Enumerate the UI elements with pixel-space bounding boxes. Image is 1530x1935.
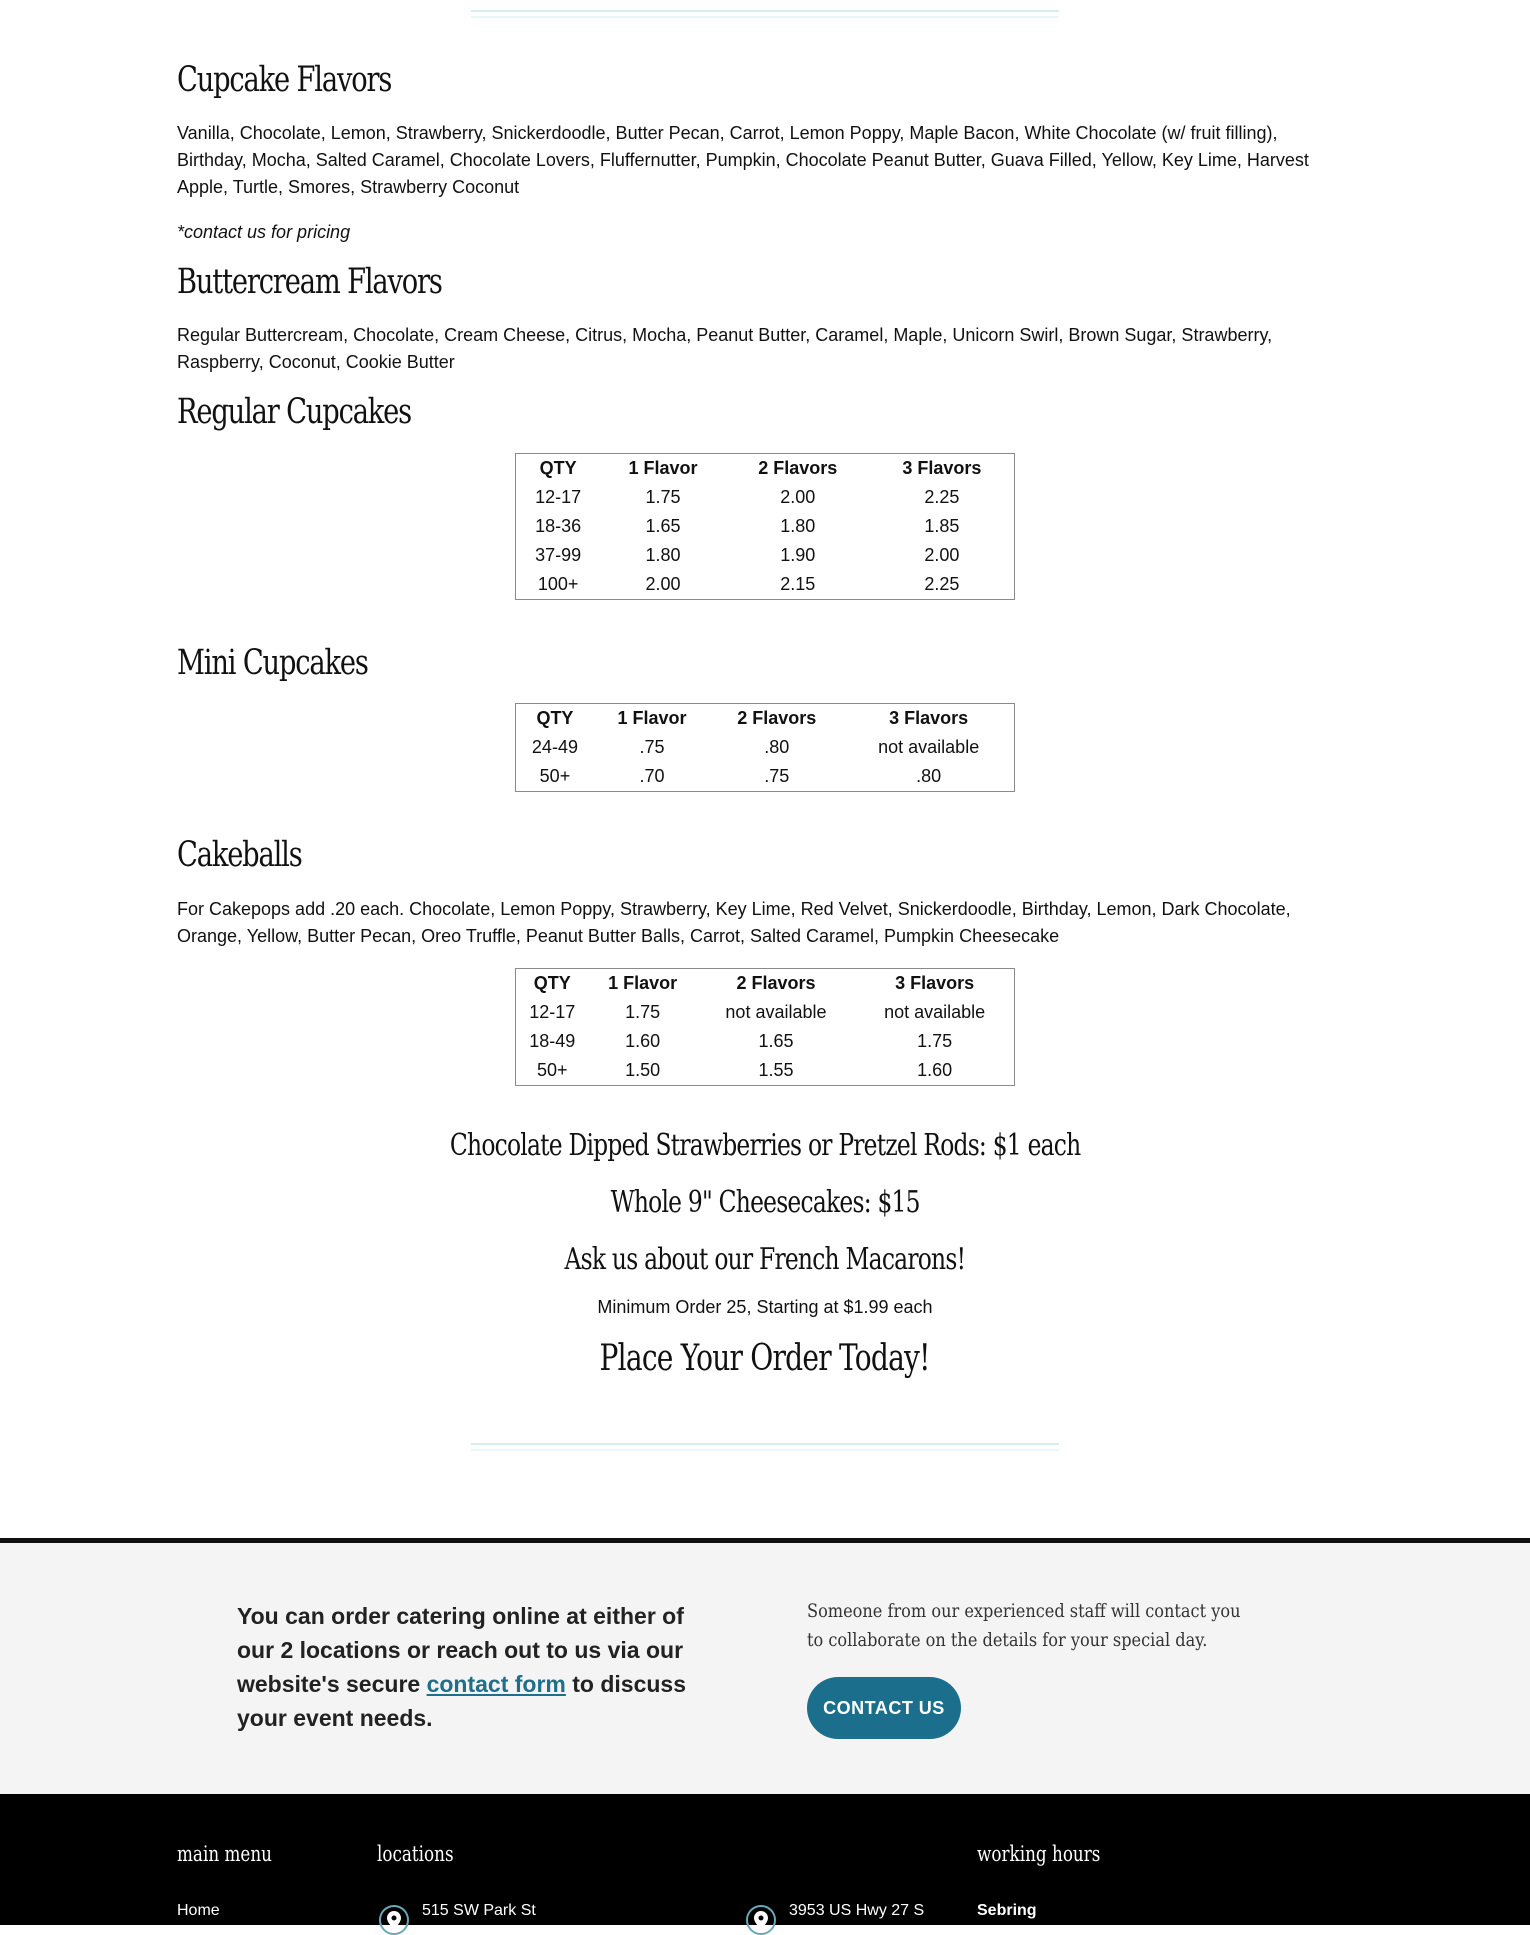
working-hours-heading: working hours bbox=[977, 1842, 1101, 1866]
table-cell: 1.75 bbox=[645, 487, 681, 507]
table-cell: 2.00 bbox=[645, 574, 681, 594]
table-cell: 1.60 bbox=[917, 1060, 953, 1080]
catering-text-after: to discuss your event needs. bbox=[237, 1671, 687, 1731]
column-header: 1 Flavor bbox=[628, 458, 698, 478]
table-cell: 1.55 bbox=[758, 1060, 794, 1080]
bottom-divider bbox=[471, 1443, 1059, 1451]
table-cell: 37-99 bbox=[535, 545, 582, 565]
column-header: QTY bbox=[536, 708, 574, 728]
table-cell: 2.15 bbox=[780, 574, 816, 594]
mini-cupcakes-heading: Mini Cupcakes bbox=[177, 643, 368, 683]
table-cell: 2.25 bbox=[924, 487, 960, 507]
mini-cupcakes-table bbox=[515, 703, 1015, 792]
table-row bbox=[516, 1056, 1015, 1086]
cheesecakes-line bbox=[177, 1185, 1353, 1220]
cupcake-flavors-heading: Cupcake Flavors bbox=[177, 60, 392, 100]
hours-location-name: Sebring bbox=[977, 1902, 1037, 1919]
column-header: 2 Flavors bbox=[758, 458, 838, 478]
column-header: 2 Flavors bbox=[736, 973, 816, 993]
table-cell: 1.60 bbox=[625, 1031, 661, 1051]
table-cell: 1.65 bbox=[645, 516, 681, 536]
table-row bbox=[516, 483, 1015, 512]
table-cell: .75 bbox=[764, 766, 790, 786]
order-cta-text: Place Your Order Today! bbox=[599, 1338, 931, 1379]
location-pin-icon bbox=[379, 1905, 409, 1935]
cakeballs-table bbox=[515, 968, 1015, 1086]
table-cell: not available bbox=[878, 737, 980, 757]
macarons-note: Minimum Order 25, Starting at $1.99 each bbox=[597, 1297, 933, 1317]
table-cell: 1.85 bbox=[924, 516, 960, 536]
table-header-row bbox=[516, 454, 1015, 484]
table-cell: 1.65 bbox=[758, 1031, 794, 1051]
catering-band bbox=[0, 1538, 1530, 1809]
table-cell: 12-17 bbox=[529, 1002, 576, 1022]
location-2-address: 3953 US Hwy 27 S bbox=[789, 1902, 925, 1919]
strawberries-line bbox=[177, 1128, 1353, 1163]
table-row bbox=[516, 998, 1015, 1027]
column-header: 1 Flavor bbox=[608, 973, 678, 993]
table-row bbox=[516, 1027, 1015, 1056]
table-cell: 18-36 bbox=[535, 516, 582, 536]
regular-cupcakes-table bbox=[515, 453, 1015, 600]
cakeballs-text: For Cakepops add .20 each. Chocolate, Lemon Poppy, Strawberry, Key Lime, Red Velvet, Snickerdoodle, Birthday, Lemon, Dark Chocolate, Orange, Yellow, Butter Pecan, Oreo Truffle, Peanut Butter Balls, Carrot, Salted Caramel, Pumpkin Cheesecake bbox=[177, 899, 1291, 946]
table-cell: 24-49 bbox=[531, 737, 578, 757]
table-row bbox=[516, 570, 1015, 600]
footer-menu-home-link[interactable]: Home bbox=[177, 1902, 220, 1919]
table-row bbox=[516, 541, 1015, 570]
top-divider bbox=[471, 10, 1059, 18]
table-row bbox=[516, 762, 1015, 792]
macarons-line bbox=[177, 1242, 1353, 1277]
contact-form-link[interactable]: contact form bbox=[426, 1671, 566, 1697]
table-cell: .70 bbox=[639, 766, 665, 786]
buttercream-flavors-heading: Buttercream Flavors bbox=[177, 262, 442, 302]
table-cell: 50+ bbox=[539, 766, 571, 786]
location-pin-icon bbox=[746, 1905, 776, 1935]
table-row bbox=[516, 733, 1015, 762]
table-cell: not available bbox=[884, 1002, 986, 1022]
cheesecakes-text: Whole 9" Cheesecakes: $15 bbox=[610, 1185, 920, 1220]
column-header: 3 Flavors bbox=[889, 708, 969, 728]
regular-cupcakes-heading: Regular Cupcakes bbox=[177, 392, 412, 432]
table-cell: 1.75 bbox=[917, 1031, 953, 1051]
table-cell: 1.90 bbox=[780, 545, 816, 565]
table-cell: 1.80 bbox=[780, 516, 816, 536]
cakeballs-heading: Cakeballs bbox=[177, 835, 302, 875]
column-header: QTY bbox=[533, 973, 571, 993]
table-row bbox=[516, 512, 1015, 541]
table-cell: 100+ bbox=[537, 574, 579, 594]
table-cell: 18-49 bbox=[529, 1031, 576, 1051]
table-header-row bbox=[516, 704, 1015, 734]
column-header: 3 Flavors bbox=[902, 458, 982, 478]
table-cell: 12-17 bbox=[535, 487, 582, 507]
staff-message: Someone from our experienced staff will contact you to collaborate on the details for your special day. bbox=[807, 1600, 1241, 1651]
table-cell: .80 bbox=[764, 737, 790, 757]
site-footer bbox=[0, 1800, 1530, 1925]
buttercream-flavors-text: Regular Buttercream, Chocolate, Cream Cheese, Citrus, Mocha, Peanut Butter, Caramel, Maple, Unicorn Swirl, Brown Sugar, Strawberry, Raspberry, Coconut, Cookie Butter bbox=[177, 325, 1273, 372]
column-header: 1 Flavor bbox=[617, 708, 687, 728]
table-cell: 1.75 bbox=[625, 1002, 661, 1022]
main-menu-heading: main menu bbox=[177, 1842, 272, 1866]
table-cell: 2.25 bbox=[924, 574, 960, 594]
contact-us-button[interactable]: CONTACT US bbox=[807, 1677, 961, 1739]
catering-text-before: You can order catering online at either of our 2 locations or reach out to us via our website's secure bbox=[237, 1603, 684, 1697]
table-cell: .75 bbox=[639, 737, 665, 757]
column-header: 3 Flavors bbox=[895, 973, 975, 993]
table-cell: 50+ bbox=[536, 1060, 568, 1080]
table-cell: 1.80 bbox=[645, 545, 681, 565]
cupcake-flavors-text: Vanilla, Chocolate, Lemon, Strawberry, Snickerdoodle, Butter Pecan, Carrot, Lemon Poppy, Maple Bacon, White Chocolate (w/ fruit filling), Birthday, Mocha, Salted Caramel, Chocolate Lovers, Fluffernutter, Pumpkin, Chocolate Peanut Butter, Guava Filled, Yellow, Key Lime, Harvest Apple, Turtle, Smores, Strawberry Coconut bbox=[177, 123, 1309, 197]
catering-message bbox=[237, 1599, 697, 1735]
column-header: QTY bbox=[539, 458, 577, 478]
strawberries-text: Chocolate Dipped Strawberries or Pretzel Rods: $1 each bbox=[449, 1128, 1081, 1163]
location-1-address: 515 SW Park St bbox=[422, 1902, 536, 1919]
macarons-text: Ask us about our French Macarons! bbox=[564, 1242, 966, 1277]
pricing-note: *contact us for pricing bbox=[177, 222, 351, 242]
footer-edge bbox=[0, 1794, 1530, 1802]
table-cell: .80 bbox=[916, 766, 942, 786]
locations-heading: locations bbox=[377, 1842, 454, 1866]
table-cell: not available bbox=[725, 1002, 827, 1022]
column-header: 2 Flavors bbox=[737, 708, 817, 728]
table-header-row bbox=[516, 969, 1015, 999]
table-cell: 2.00 bbox=[924, 545, 960, 565]
table-cell: 2.00 bbox=[780, 487, 816, 507]
table-cell: 1.50 bbox=[625, 1060, 661, 1080]
order-cta bbox=[177, 1338, 1353, 1379]
